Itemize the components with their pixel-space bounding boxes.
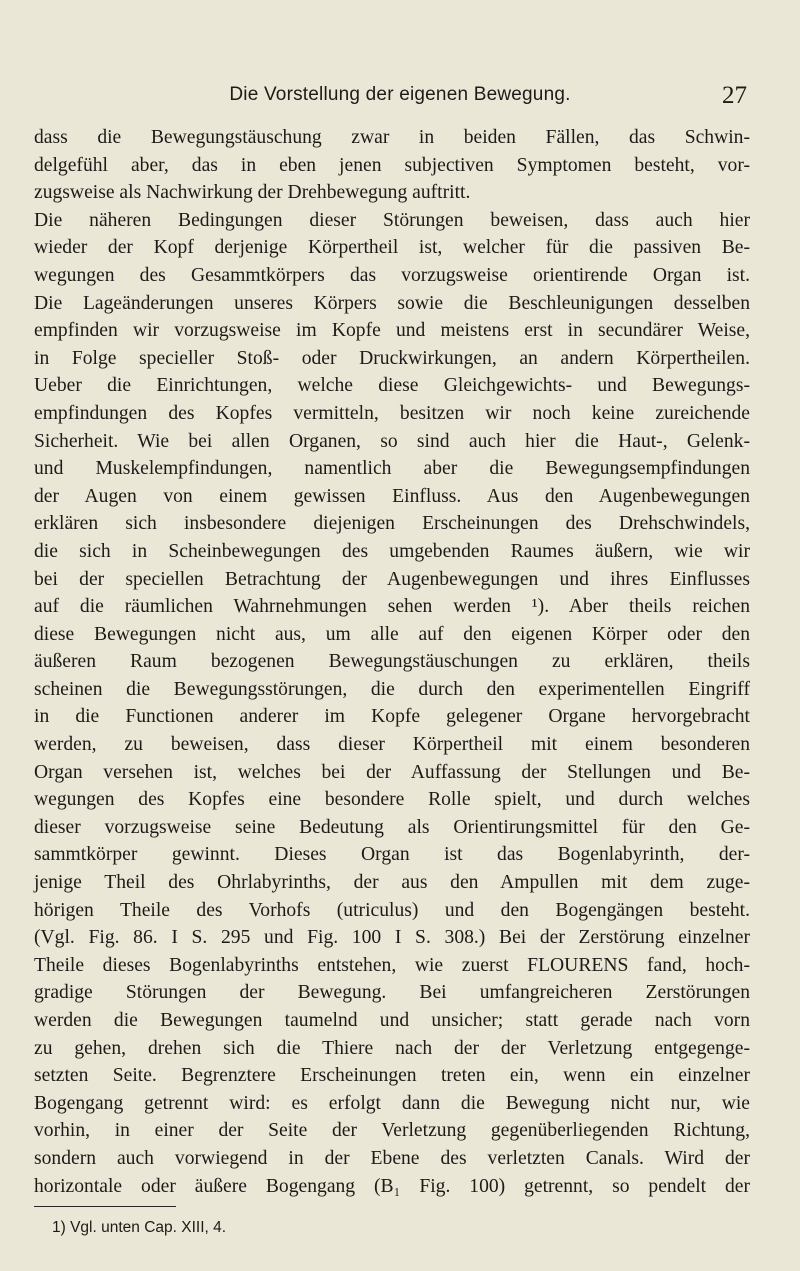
- page-header: [0, 84, 800, 114]
- footnote-divider: [34, 1206, 176, 1207]
- text-line: äußeren Raum bezogenen Bewegungstäuschungen zu erklären, theils: [34, 651, 750, 673]
- text-line: scheinen die Bewegungsstörungen, die durch den experimentellen Eingriff: [34, 678, 750, 700]
- text-line: in Folge specieller Stoß- oder Druckwirkungen, an andern Körpertheilen.: [34, 347, 750, 369]
- text-line: die sich in Scheinbewegungen des umgebenden Raumes äußern, wie wir: [34, 540, 750, 562]
- text-line: werden, zu beweisen, dass dieser Körpertheil mit einem besonderen: [34, 734, 750, 756]
- text-line: Die näheren Bedingungen dieser Störungen beweisen, dass auch hier: [34, 209, 750, 231]
- text-line: und Muskelempfindungen, namentlich aber die Bewegungsempfindungen: [34, 458, 750, 480]
- text-line: Bogengang getrennt wird: es erfolgt dann die Bewegung nicht nur, wie: [34, 1092, 750, 1114]
- text-line: hörigen Theile des Vorhofs (utriculus) und den Bogengängen besteht.: [34, 899, 750, 921]
- text-line: diese Bewegungen nicht aus, um alle auf den eigenen Körper oder den: [34, 623, 750, 645]
- text-line: Theile dieses Bogenlabyrinths entstehen, wie zuerst FLOURENS fand, hoch-: [34, 954, 750, 976]
- text-line: wieder der Kopf derjenige Körpertheil ist, welcher für die passiven Be-: [34, 237, 750, 259]
- text-line: delgefühl aber, das in eben jenen subjectiven Symptomen besteht, vor-: [34, 154, 750, 176]
- footnote: 1) Vgl. unten Cap. XIII, 4.: [52, 1219, 227, 1236]
- running-title: Die Vorstellung der eigenen Bewegung.: [229, 84, 571, 105]
- text-line: dass die Bewegungstäuschung zwar in beiden Fällen, das Schwin-: [34, 127, 750, 148]
- text-line: vorhin, in einer der Seite der Verletzung gegenüberliegenden Richtung,: [34, 1120, 750, 1142]
- text-line: sondern auch vorwiegend in der Ebene des verletzten Canals. Wird der: [34, 1147, 750, 1169]
- text-line: (Vgl. Fig. 86. I S. 295 und Fig. 100 I S. 308.) Bei der Zerstörung einzelner: [34, 927, 750, 949]
- text-line: Die Lageänderungen unseres Körpers sowie die Beschleunigungen desselben: [34, 292, 750, 314]
- text-line: sammtkörper gewinnt. Dieses Organ ist das Bogenlabyrinth, der-: [34, 844, 750, 866]
- text-line: werden die Bewegungen taumelnd und unsicher; statt gerade nach vorn: [34, 1010, 750, 1031]
- text-line: empfindungen des Kopfes vermitteln, besitzen wir noch keine zureichende: [34, 402, 750, 424]
- text-line: empfinden wir vorzugsweise im Kopfe und meistens erst in secundärer Weise,: [34, 320, 750, 342]
- text-line: Sicherheit. Wie bei allen Organen, so sind auch hier die Haut-, Gelenk-: [34, 430, 750, 452]
- text-line: zu gehen, drehen sich die Thiere nach der der Verletzung entgegenge-: [34, 1037, 750, 1059]
- text-line: in die Functionen anderer im Kopfe gelegener Organe hervorgebracht: [34, 706, 750, 728]
- text-line: erklären sich insbesondere diejenigen Erscheinungen des Drehschwindels,: [34, 513, 750, 535]
- text-line: Organ versehen ist, welches bei der Auffassung der Stellungen und Be-: [34, 761, 750, 783]
- text-line: gradige Störungen der Bewegung. Bei umfangreicheren Zerstörungen: [34, 982, 750, 1004]
- text-line: wegungen des Gesammtkörpers das vorzugsweise orientirende Organ ist.: [34, 264, 750, 286]
- text-line: dieser vorzugsweise seine Bedeutung als Orientirungsmittel für den Ge-: [34, 816, 750, 838]
- text-line: horizontale oder äußere Bogengang (B₁ Fig. 100) getrennt, so pendelt der: [34, 1175, 750, 1197]
- text-line: auf die räumlichen Wahrnehmungen sehen werden ¹). Aber theils reichen: [34, 596, 750, 618]
- text-line: setzten Seite. Begrenztere Erscheinungen treten ein, wenn ein einzelner: [34, 1065, 750, 1087]
- text-line: der Augen von einem gewissen Einfluss. Aus den Augenbewegungen: [34, 485, 750, 507]
- body-text: [34, 124, 750, 1200]
- text-line: zugsweise als Nachwirkung der Drehbewegung auftritt.: [34, 182, 471, 204]
- text-line: jenige Theil des Ohrlabyrinths, der aus den Ampullen mit dem zuge-: [34, 872, 750, 894]
- text-line: Ueber die Einrichtungen, welche diese Gleichgewichts- und Bewegungs-: [34, 375, 750, 397]
- text-line: wegungen des Kopfes eine besondere Rolle spielt, und durch welches: [34, 789, 750, 811]
- page-number: 27: [722, 82, 747, 109]
- text-line: bei der speciellen Betrachtung der Augenbewegungen und ihres Einflusses: [34, 568, 750, 590]
